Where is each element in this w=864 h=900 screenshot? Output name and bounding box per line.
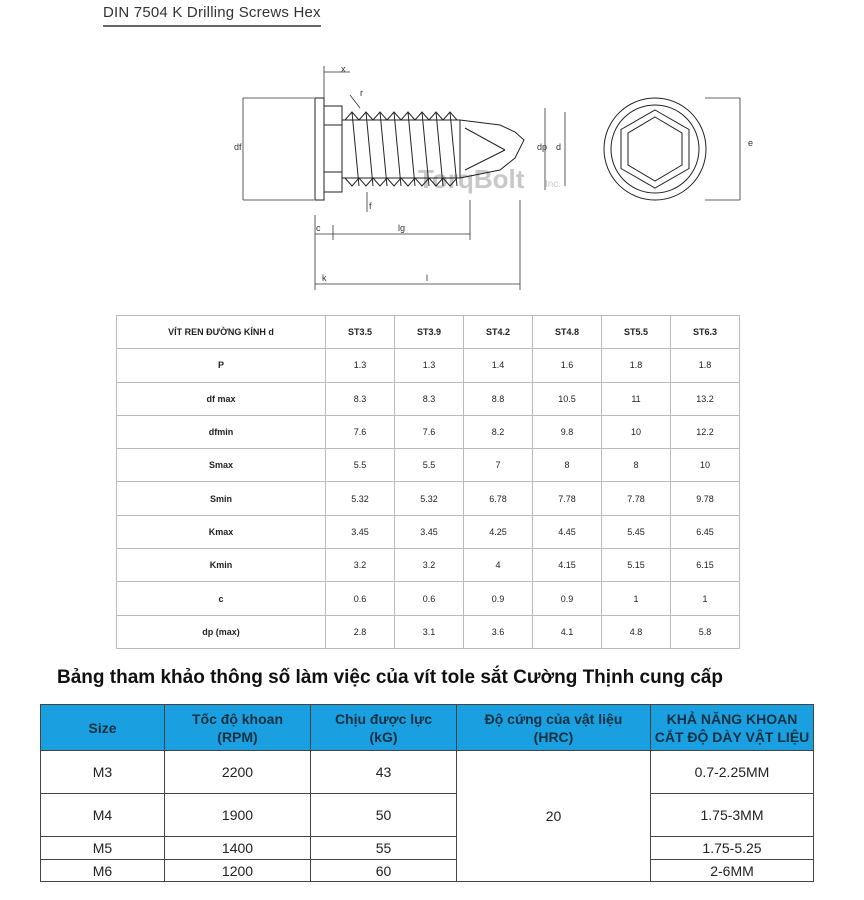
spec-cell: 0.6 [326, 582, 395, 615]
spec-row [117, 615, 740, 648]
watermark-suffix: Inc. [545, 179, 562, 190]
spec-cell: 12.2 [671, 415, 740, 448]
spec-cell: 4.1 [533, 615, 602, 648]
force-cell: 60 [311, 860, 457, 882]
work-row [41, 860, 814, 882]
spec-cell: 4.15 [533, 549, 602, 582]
working-parameters-table [40, 704, 814, 882]
spec-cell: 3.2 [326, 549, 395, 582]
spec-cell: 3.6 [464, 615, 533, 648]
watermark-text: TorqBolt [418, 164, 525, 194]
spec-cell: 6.15 [671, 549, 740, 582]
spec-row-label: P [117, 349, 326, 382]
spec-cell: 8.3 [326, 382, 395, 415]
size-header: Size [41, 705, 165, 751]
screw-head [324, 106, 342, 192]
spec-cell: 1.4 [464, 349, 533, 382]
spec-cell: 5.45 [602, 515, 671, 548]
spec-header-cell: ST4.2 [464, 316, 533, 349]
work-row [41, 751, 814, 794]
spec-cell: 6.45 [671, 515, 740, 548]
svg-text:k: k [322, 273, 327, 283]
spec-header-row [117, 316, 740, 349]
spec-cell: 7.6 [326, 415, 395, 448]
spec-cell: 2.8 [326, 615, 395, 648]
spec-cell: 1.8 [671, 349, 740, 382]
speed-cell: 2200 [165, 751, 311, 794]
spec-cell: 0.6 [395, 582, 464, 615]
spec-header-cell: ST4.8 [533, 316, 602, 349]
spec-header-cell: ST6.3 [671, 316, 740, 349]
spec-cell: 8.3 [395, 382, 464, 415]
svg-text:r: r [360, 88, 363, 98]
screw-technical-drawing [0, 40, 864, 300]
spec-cell: 7.6 [395, 415, 464, 448]
spec-cell: 3.2 [395, 549, 464, 582]
spec-cell: 1 [671, 582, 740, 615]
speed-cell: 1400 [165, 837, 311, 860]
spec-row [117, 382, 740, 415]
spec-cell: 5.32 [395, 482, 464, 515]
spec-cell: 5.32 [326, 482, 395, 515]
spec-row-label: Kmin [117, 549, 326, 582]
spec-cell: 1.6 [533, 349, 602, 382]
document-title: DIN 7504 K Drilling Screws Hex [103, 4, 321, 27]
spec-cell: 1 [602, 582, 671, 615]
spec-cell: 5.5 [326, 449, 395, 482]
spec-row-label: dp (max) [117, 615, 326, 648]
screw-flange [315, 98, 324, 200]
spec-cell: 4.25 [464, 515, 533, 548]
spec-header-cell: ST3.9 [395, 316, 464, 349]
spec-cell: 4.8 [602, 615, 671, 648]
spec-row-label: c [117, 582, 326, 615]
spec-cell: 5.5 [395, 449, 464, 482]
spec-row [117, 549, 740, 582]
spec-cell: 0.9 [533, 582, 602, 615]
hex-head-end-view [604, 98, 706, 200]
spec-cell: 7.78 [602, 482, 671, 515]
spec-row-label: Smin [117, 482, 326, 515]
speed-header: Tốc độ khoan (RPM) [165, 705, 311, 751]
spec-cell: 1.3 [395, 349, 464, 382]
svg-text:lg: lg [398, 223, 406, 233]
spec-row-label: Kmax [117, 515, 326, 548]
spec-cell: 5.15 [602, 549, 671, 582]
hardness-header: Độ cứng của vật liệu (HRC) [457, 705, 651, 751]
spec-cell: 10 [602, 415, 671, 448]
svg-text:d: d [556, 142, 562, 152]
spec-row-label: Smax [117, 449, 326, 482]
capacity-cell: 1.75-3MM [651, 794, 814, 837]
spec-cell: 8.2 [464, 415, 533, 448]
spec-cell: 10.5 [533, 382, 602, 415]
capacity-cell: 0.7-2.25MM [651, 751, 814, 794]
svg-text:c: c [316, 223, 321, 233]
size-cell: M6 [41, 860, 165, 882]
spec-cell: 8.8 [464, 382, 533, 415]
spec-header-cell: ST3.5 [326, 316, 395, 349]
work-row [41, 794, 814, 837]
spec-cell: 3.45 [395, 515, 464, 548]
spec-cell: 13.2 [671, 382, 740, 415]
size-cell: M5 [41, 837, 165, 860]
capacity-header: KHẢ NĂNG KHOAN CẮT ĐỘ DÀY VẬT LIỆU [651, 705, 814, 751]
size-cell: M3 [41, 751, 165, 794]
size-cell: M4 [41, 794, 165, 837]
spec-cell: 9.78 [671, 482, 740, 515]
work-header-row [41, 705, 814, 751]
speed-cell: 1900 [165, 794, 311, 837]
spec-cell: 0.9 [464, 582, 533, 615]
spec-cell: 1.3 [326, 349, 395, 382]
svg-text:dp: dp [537, 142, 548, 152]
spec-cell: 5.8 [671, 615, 740, 648]
spec-row [117, 415, 740, 448]
spec-row [117, 482, 740, 515]
svg-text:f: f [369, 201, 372, 211]
spec-row [117, 515, 740, 548]
force-cell: 55 [311, 837, 457, 860]
svg-text:df: df [234, 142, 242, 152]
svg-text:l: l [426, 273, 428, 283]
force-cell: 43 [311, 751, 457, 794]
force-header: Chịu được lực (kG) [311, 705, 457, 751]
spec-cell: 7.78 [533, 482, 602, 515]
spec-cell: 7 [464, 449, 533, 482]
spec-cell: 8 [533, 449, 602, 482]
spec-row [117, 349, 740, 382]
spec-cell: 4.45 [533, 515, 602, 548]
spec-cell: 3.45 [326, 515, 395, 548]
spec-row-label: df max [117, 382, 326, 415]
spec-cell: 8 [602, 449, 671, 482]
spec-row [117, 449, 740, 482]
work-row [41, 837, 814, 860]
capacity-cell: 2-6MM [651, 860, 814, 882]
svg-text:x: x [341, 64, 346, 74]
spec-cell: 11 [602, 382, 671, 415]
spec-cell: 3.1 [395, 615, 464, 648]
spec-cell: 4 [464, 549, 533, 582]
spec-row-label: dfmin [117, 415, 326, 448]
dimension-spec-table [116, 315, 740, 649]
spec-row [117, 582, 740, 615]
hardness-cell: 20 [457, 751, 651, 882]
spec-cell: 10 [671, 449, 740, 482]
spec-cell: 6.78 [464, 482, 533, 515]
spec-header-label: VÍT REN ĐƯỜNG KÍNH d [117, 316, 326, 349]
spec-header-cell: ST5.5 [602, 316, 671, 349]
force-cell: 50 [311, 794, 457, 837]
spec-cell: 9.8 [533, 415, 602, 448]
capacity-cell: 1.75-5.25 [651, 837, 814, 860]
svg-text:e: e [748, 138, 754, 148]
speed-cell: 1200 [165, 860, 311, 882]
spec-cell: 1.8 [602, 349, 671, 382]
reference-table-heading: Bảng tham khảo thông số làm việc của vít tole sắt Cường Thịnh cung cấp [57, 667, 723, 688]
